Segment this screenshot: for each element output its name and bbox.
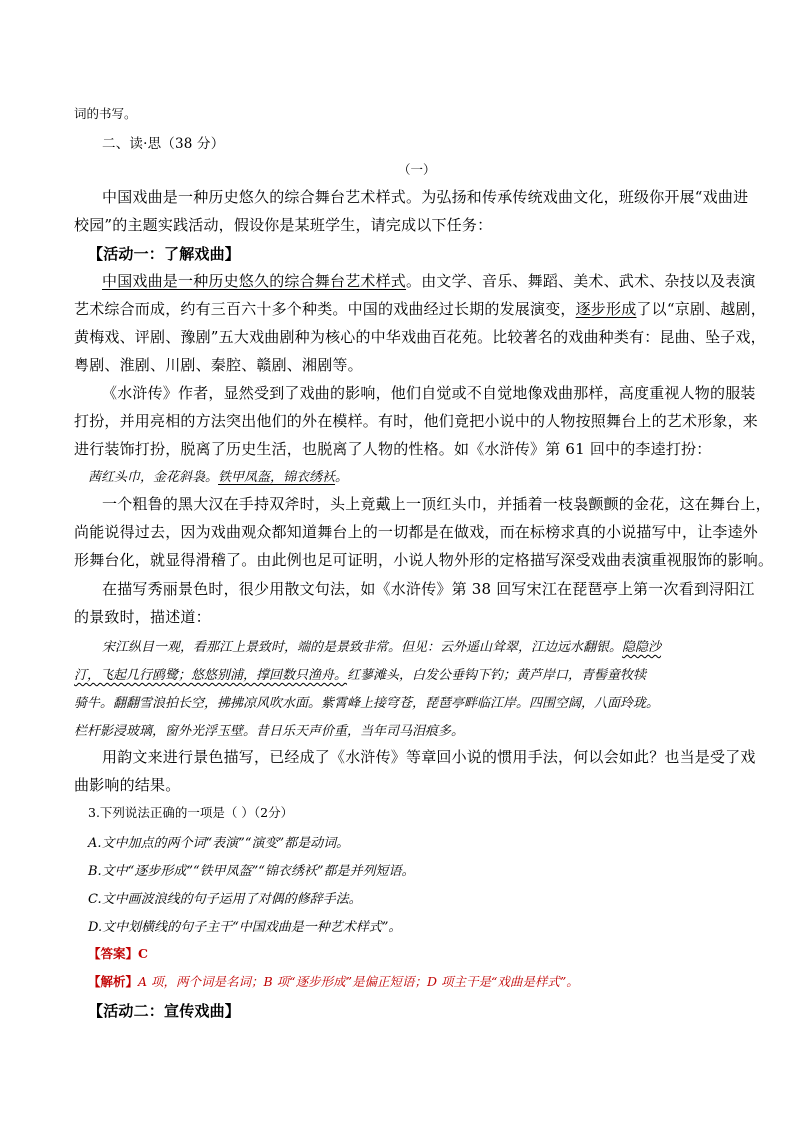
quote-2-line-2-rest: 红蓼滩头，白发公垂钩下钓；黄芦岸口，青髻童牧犊 bbox=[347, 668, 647, 683]
phrase-zhubu-xingcheng: 逐步形成 bbox=[575, 300, 637, 318]
question-stem: 3.下列说法正确的一项是（ ）（2分） bbox=[88, 805, 294, 820]
quote-1-a: 茜红头巾，金花斜袅。 bbox=[88, 470, 219, 485]
option-b: B.文中“逐步形成”“铁甲凤盔”“锦衣绣袄”都是并列短语。 bbox=[88, 864, 415, 879]
quote-2-wavy-start: 隐隐沙 bbox=[622, 640, 662, 655]
p3-line-1: 一个粗鲁的黑大汉在手持双斧时，头上竟戴上一顶红头巾，并插着一枝袅颤颤的金花，这在舞台上， bbox=[102, 495, 771, 513]
p1-line-4: 粤剧、淮剧、川剧、秦腔、赣剧、湘剧等。 bbox=[74, 356, 363, 374]
option-d: D.文中划横线的句子主干“中国戏曲是一种艺术样式”。 bbox=[88, 920, 402, 935]
answer-value: C bbox=[138, 946, 148, 961]
p2-line-3: 进行装饰打扮，脱离了历史生活，也脱离了人物的性格。如《水浒传》第 61 回中的李逵打扮： bbox=[74, 440, 712, 458]
quote-2-wavy-end: 汀，飞起几行鸥鹭；悠悠别浦，撑回数只渔舟。 bbox=[74, 668, 348, 683]
p1-line-2 bbox=[74, 298, 766, 319]
p5-line-2: 曲影响的结果。 bbox=[74, 776, 181, 794]
answer-tag: 【答案】 bbox=[88, 946, 139, 961]
activity-1-heading: 【活动一：了解戏曲】 bbox=[88, 245, 241, 263]
intro-line-1: 中国戏曲是一种历史悠久的综合舞台艺术样式。为弘扬和传承传统戏曲文化，班级你开展“戏曲进 bbox=[102, 188, 749, 206]
activity-2-heading: 【活动二：宣传戏曲】 bbox=[88, 1002, 241, 1020]
top-fragment: 词的书写。 bbox=[74, 106, 137, 121]
quote-1 bbox=[88, 466, 348, 485]
underlined-sentence: 中国戏曲是一种历史悠久的综合舞台艺术样式 bbox=[102, 272, 407, 290]
intro-line-2: 校园”的主题实践活动，假设你是某班学生，请完成以下任务： bbox=[74, 216, 493, 234]
analysis-text: A 项，两个词是名词；B 项“逐步形成”是偏正短语；D 项主干是“戏曲是样式”。 bbox=[138, 974, 579, 989]
p4-line-2: 的景致时，描述道： bbox=[74, 608, 211, 626]
quote-2-line-2 bbox=[74, 664, 646, 683]
p1-line-2-text: 艺术综合而成，约有三百六十多个种类。中国的戏曲经过长期的发展演变， bbox=[74, 300, 576, 318]
section-heading: 二、读·思（38 分） bbox=[102, 136, 225, 152]
p3-line-3: 形舞台化，就显得滑稽了。由此例也足可证明，小说人物外形的定格描写深受戏曲表演重视服饰的影响。 bbox=[74, 551, 774, 569]
quote-1-c: 。 bbox=[335, 470, 349, 485]
option-a: A.文中加点的两个词“表演”“演变”都是动词。 bbox=[88, 836, 350, 851]
p1-line-2-rest: 了以“京剧、越剧， bbox=[636, 300, 766, 318]
p1-line-3: 黄梅戏、评剧、豫剧”五大戏曲剧种为核心的中华戏曲百花苑。比较著名的戏曲种类有：昆曲、坠子戏， bbox=[74, 328, 766, 346]
p4-line-1: 在描写秀丽景色时，很少用散文句法，如《水浒传》第 38 回写宋江在琵琶亭上第一次看到浔阳江 bbox=[102, 580, 755, 598]
answer-line bbox=[88, 944, 148, 962]
p1-line-1 bbox=[102, 270, 756, 291]
quote-1-underlined: 铁甲凤盔，锦衣绣袄 bbox=[218, 470, 336, 485]
p2-line-1: 《水浒传》作者，显然受到了戏曲的影响，他们自觉或不自觉地像戏曲那样，高度重视人物的服装 bbox=[102, 384, 756, 402]
analysis-tag: 【解析】 bbox=[88, 974, 139, 989]
quote-2-line-1 bbox=[102, 636, 661, 655]
quote-2-line-4: 栏杆影浸玻璃，窗外光浮玉壁。昔日乐天声价重，当年司马泪痕多。 bbox=[74, 724, 465, 739]
analysis-line bbox=[88, 972, 579, 990]
part-marker: （一） bbox=[398, 162, 436, 177]
p1-line-1-rest: 。由文学、音乐、舞蹈、美术、武术、杂技以及表演 bbox=[406, 272, 756, 290]
quote-2-line-3: 骑牛。翻翻雪浪拍长空，拂拂凉风吹水面。紫霄峰上接穹苍，琵琶亭畔临江岸。四围空阔，八面玲珑。 bbox=[74, 696, 660, 711]
quote-2-line-1-text: 宋江纵目一观，看那江上景致时，端的是景致非常。但见：云外遥山耸翠，江边远水翻银。 bbox=[102, 640, 623, 655]
p5-line-1: 用韵文来进行景色描写，已经成了《水浒传》等章回小说的惯用手法，何以会如此？也当是受了戏 bbox=[102, 748, 756, 766]
p3-line-2: 尚能说得过去，因为戏曲观众都知道舞台上的一切都是在做戏，而在标榜求真的小说描写中，让李逵外 bbox=[74, 523, 759, 541]
option-c: C.文中画波浪线的句子运用了对偶的修辞手法。 bbox=[88, 892, 362, 907]
p2-line-2: 打扮，并用亮相的方法突出他们的外在模样。有时，他们竟把小说中的人物按照舞台上的艺术形象，来 bbox=[74, 412, 759, 430]
